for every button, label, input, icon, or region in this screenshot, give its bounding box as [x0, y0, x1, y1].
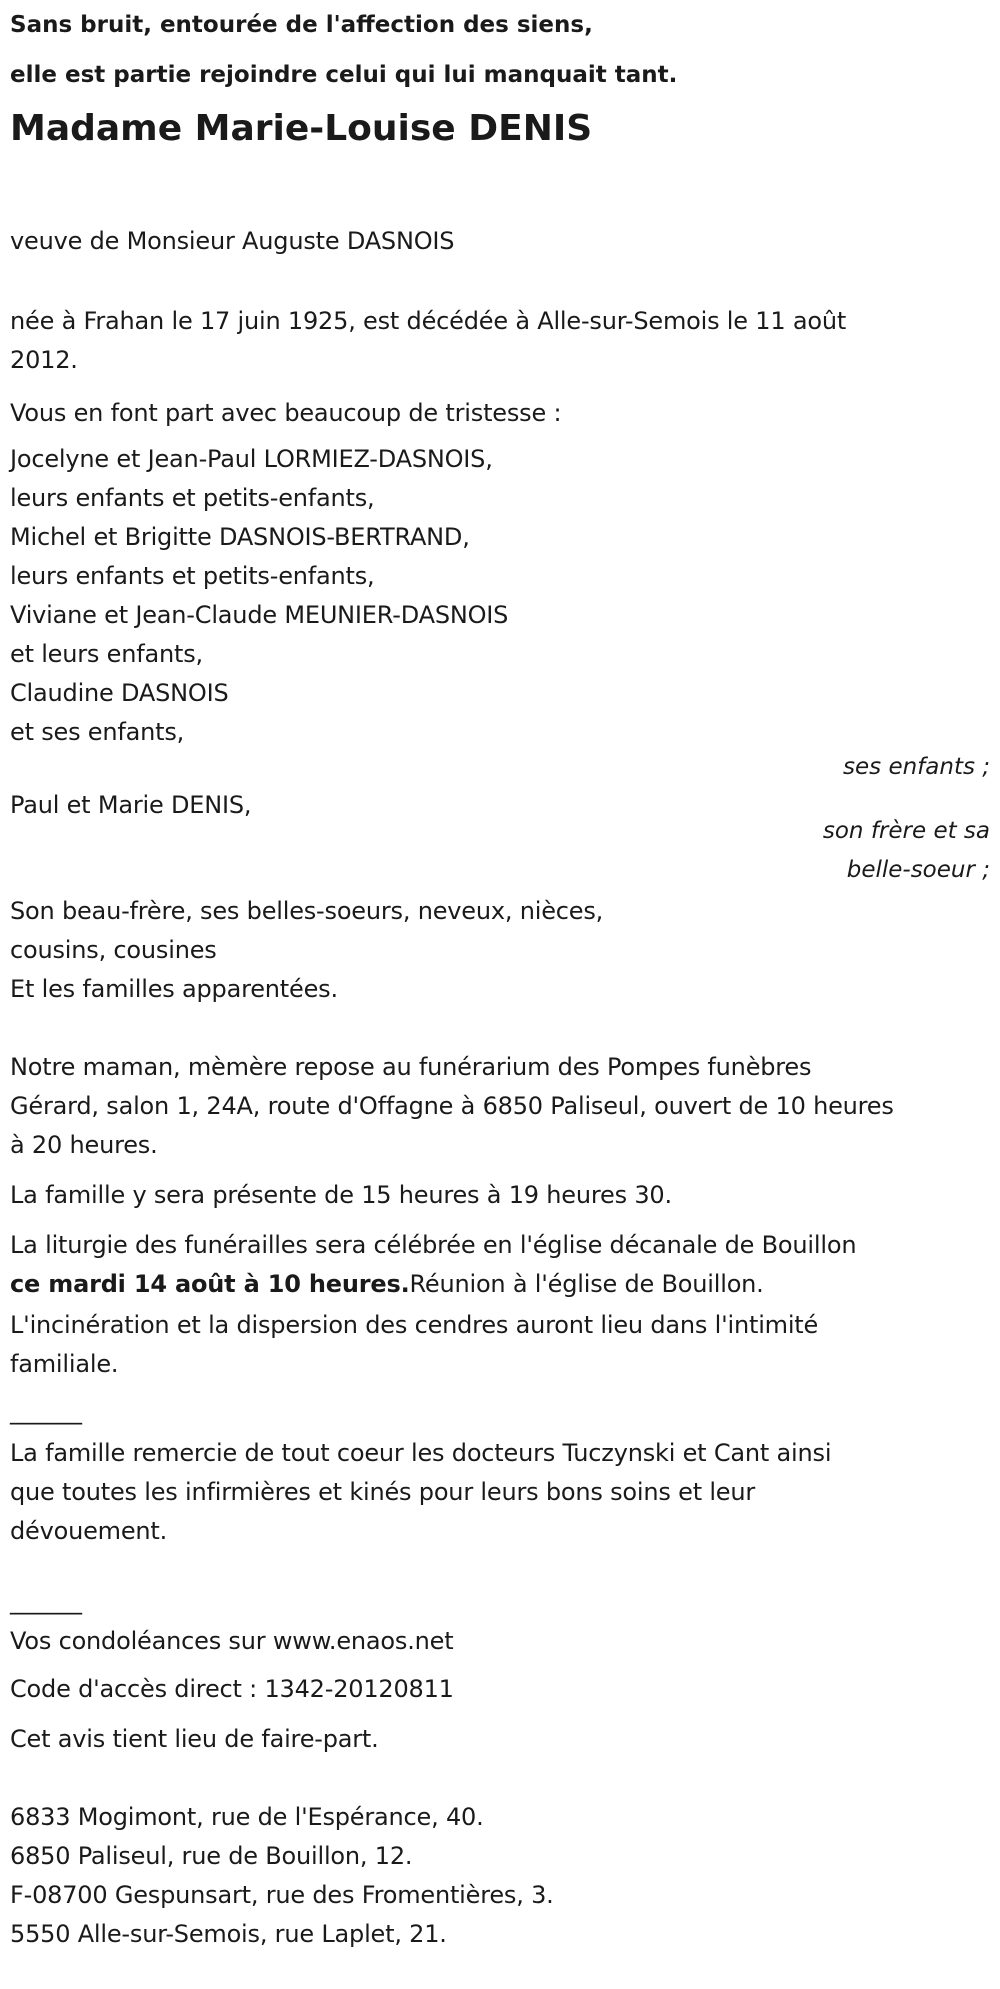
intro-verse	[10, 0, 995, 100]
address-line: 5550 Alle-sur-Semois, rue Laplet, 21.	[10, 1920, 447, 1948]
thanks	[10, 1434, 995, 1551]
relatives	[10, 892, 995, 1009]
children-line: Claudine DASNOIS	[10, 679, 229, 707]
children-list	[10, 440, 995, 752]
sibling-role	[823, 812, 990, 890]
funeral-home-line: Gérard, salon 1, 24A, route d'Offagne à 6850 Paliseul, ouvert de 10 heures	[10, 1092, 894, 1120]
children-role: ses enfants ;	[843, 754, 990, 780]
children-line: leurs enfants et petits-enfants,	[10, 484, 375, 512]
cremation-line: L'incinération et la dispersion des cendres auront lieu dans l'intimité	[10, 1311, 819, 1339]
address-line: 6850 Paliseul, rue de Bouillon, 12.	[10, 1842, 413, 1870]
children-line: et leurs enfants,	[10, 640, 203, 668]
liturgy-line-2	[10, 1265, 995, 1304]
children-line: Michel et Brigitte DASNOIS-BERTRAND,	[10, 523, 470, 551]
intro-line-2: elle est partie rejoindre celui qui lui manquait tant.	[10, 62, 678, 88]
children-line: et ses enfants,	[10, 718, 185, 746]
sibling: Paul et Marie DENIS,	[10, 791, 252, 819]
family-presence: La famille y sera présente de 15 heures à 19 heures 30.	[10, 1181, 672, 1209]
access-code: Code d'accès direct : 1342-20120811	[10, 1675, 454, 1703]
funeral-home	[10, 1048, 995, 1165]
condolences: Vos condoléances sur www.enaos.net	[10, 1627, 454, 1655]
liturgy-meeting: Réunion à l'église de Bouillon.	[409, 1270, 764, 1298]
funeral-home-line: Notre maman, mèmère repose au funérarium des Pompes funèbres	[10, 1053, 812, 1081]
sibling-role-line-1: son frère et sa	[822, 818, 990, 844]
birth-death-line-2: 2012.	[10, 346, 78, 374]
thanks-line: dévouement.	[10, 1517, 168, 1545]
liturgy-date: ce mardi 14 août à 10 heures.	[10, 1270, 410, 1298]
relatives-line: cousins, cousines	[10, 936, 217, 964]
relatives-line: Son beau-frère, ses belles-soeurs, neveux, nièces,	[10, 897, 604, 925]
thanks-line: que toutes les infirmières et kinés pour leurs bons soins et leur	[10, 1478, 756, 1506]
funeral-home-line: à 20 heures.	[10, 1131, 158, 1159]
intro-line-1: Sans bruit, entourée de l'affection des siens,	[10, 12, 593, 38]
liturgy-line-1: La liturgie des funérailles sera célébrée en l'église décanale de Bouillon	[10, 1231, 857, 1259]
notice: Cet avis tient lieu de faire-part.	[10, 1725, 379, 1753]
relatives-line: Et les familles apparentées.	[10, 975, 338, 1003]
address-line: 6833 Mogimont, rue de l'Espérance, 40.	[10, 1803, 484, 1831]
separator-1: ______	[10, 1397, 82, 1425]
separator-2: ______	[10, 1587, 82, 1615]
birth-death-line-1: née à Frahan le 17 juin 1925, est décédée à Alle-sur-Semois le 11 août	[10, 307, 847, 335]
cremation-line: familiale.	[10, 1350, 119, 1378]
announcement: Vous en font part avec beaucoup de tristesse :	[10, 399, 562, 427]
deceased-name: Madame Marie-Louise DENIS	[10, 108, 593, 149]
sibling-role-line-2: belle-soeur ;	[846, 857, 990, 883]
birth-death	[10, 302, 995, 380]
liturgy	[10, 1226, 995, 1304]
addresses	[10, 1798, 995, 1954]
thanks-line: La famille remercie de tout coeur les docteurs Tuczynski et Cant ainsi	[10, 1439, 832, 1467]
children-line: leurs enfants et petits-enfants,	[10, 562, 375, 590]
cremation	[10, 1306, 995, 1384]
address-line: F-08700 Gespunsart, rue des Fromentières, 3.	[10, 1881, 554, 1909]
children-line: Jocelyne et Jean-Paul LORMIEZ-DASNOIS,	[10, 445, 493, 473]
widow-of: veuve de Monsieur Auguste DASNOIS	[10, 227, 455, 255]
children-line: Viviane et Jean-Claude MEUNIER-DASNOIS	[10, 601, 509, 629]
